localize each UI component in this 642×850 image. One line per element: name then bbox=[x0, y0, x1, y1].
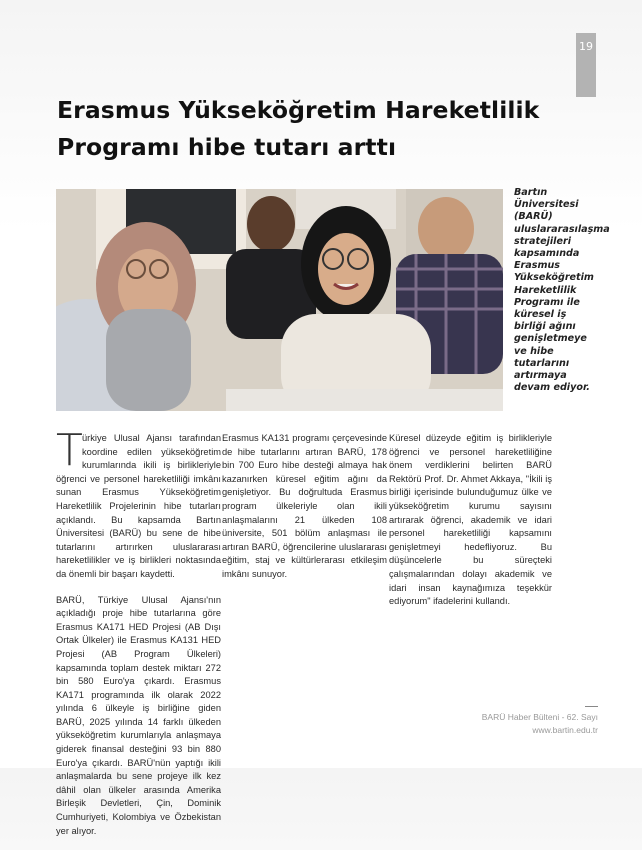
footer-divider bbox=[585, 706, 598, 707]
page-number: 19 bbox=[579, 40, 593, 53]
paragraph-ka131: Erasmus KA131 programı çerçevesinde de hibe tutarlarını artıran BARÜ, 178 bin 700 Euro hibe desteği almaya hak kazanırken küresel eğitim ağını da genişletiyor. Bu doğrultuda Erasmus program ülkeleriyle olan ikili anlaşmalarını 21 ülkeden 108 üniversite, 501 bölüm anlaşması ile artıran BARÜ, öğrencilerine uluslararası eğitim, staj ve kültürlerarası etkileşim imkânı sunuyor. bbox=[222, 433, 387, 579]
photo-caption: Bartın Üniversitesi (BARÜ) uluslararasılaşma stratejileri kapsamında Erasmus Yükseköğretim Hareketlilik Programı ile küresel iş birliği ağını genişletmeye ve hibe tutarlarını artırmaya devam ediyor. bbox=[514, 187, 610, 394]
article-photo bbox=[56, 189, 503, 411]
photo-illustration bbox=[56, 189, 503, 411]
footer-url[interactable]: www.bartin.edu.tr bbox=[532, 725, 598, 735]
paragraph-intro: Türkiye Ulusal Ajansı tarafından koordine edilen yükseköğretim kurumlarında ikili iş birlikleriyle öğrenci ve personel hareketliliği imkânı sunan Erasmus Yükseköğretim Hareketlilik Projelerinin hibe tutarları açıklandı. Bu kapsamda Bartın Üniversitesi (BARÜ) bu sene de hibe tutarlarını artırırken uluslararası hareketlilikler ve iş birlikleri noktasında da önemli bir başarı kaydetti. bbox=[56, 425, 221, 579]
paragraph-rector-quote: Küresel düzeyde eğitim iş birlikleriyle öğrenci ve personel hareketliliğine önem verdiklerini belirten BARÜ Rektörü Prof. Dr. Ahmet Akkaya, "İkili iş birliği içerisinde bulunduğumuz ülke ve yükseköğretim kurumu sayısını artırarak öğrenci, akademik ve idari personel hareketliliği kapsamını genişletmeyi hedefliyoruz. Bu düşüncelerle bu süreçteki çalışmalarından dolayı akademik ve idari insan kaynağımıza teşekkür ediyorum" ifadelerini kullandı. bbox=[389, 433, 552, 607]
page-number-tab bbox=[576, 33, 596, 97]
dropcap: T bbox=[56, 425, 83, 476]
paragraph-ka171: BARÜ, Türkiye Ulusal Ajansı'nın açıkladığı proje hibe tutarlarına göre Erasmus KA171 HED Projesi (AB Dışı Ortak Ülkeler) ile Erasmus KA131 HED Projesi (AB Program Ülkeleri) kapsamında toplam destek miktarı 272 bin 580 Euro'ya çıkardı. Erasmus KA171 programında ilk olarak 2022 yılında 6 ülkeyle iş birliğine giden BARÜ, 2025 yılında 14 farklı ülkeden yükseköğretim kurumlarıyla anlaşmaya giderek finansal desteğini 93 bin 880 Euro'ya çıkardı. BARÜ'nün yaptığı ikili anlaşmalarda bu sene projeye ilk kez dâhil olan ülkeler arasında Amerika Birleşik Devletleri, Çin, Dominik Cumhuriyeti, Kolombiya ve Özbekistan yer alıyor. bbox=[56, 594, 221, 836]
headline: Erasmus Yükseköğretim Hareketlilik Programı hibe tutarı arttı bbox=[57, 96, 540, 161]
article-column-1 bbox=[56, 425, 221, 850]
footer-issue: BARÜ Haber Bülteni - 62. Sayı bbox=[481, 712, 598, 722]
article-column-2 bbox=[222, 432, 387, 594]
article-column-3 bbox=[389, 432, 552, 621]
footer bbox=[482, 711, 598, 737]
